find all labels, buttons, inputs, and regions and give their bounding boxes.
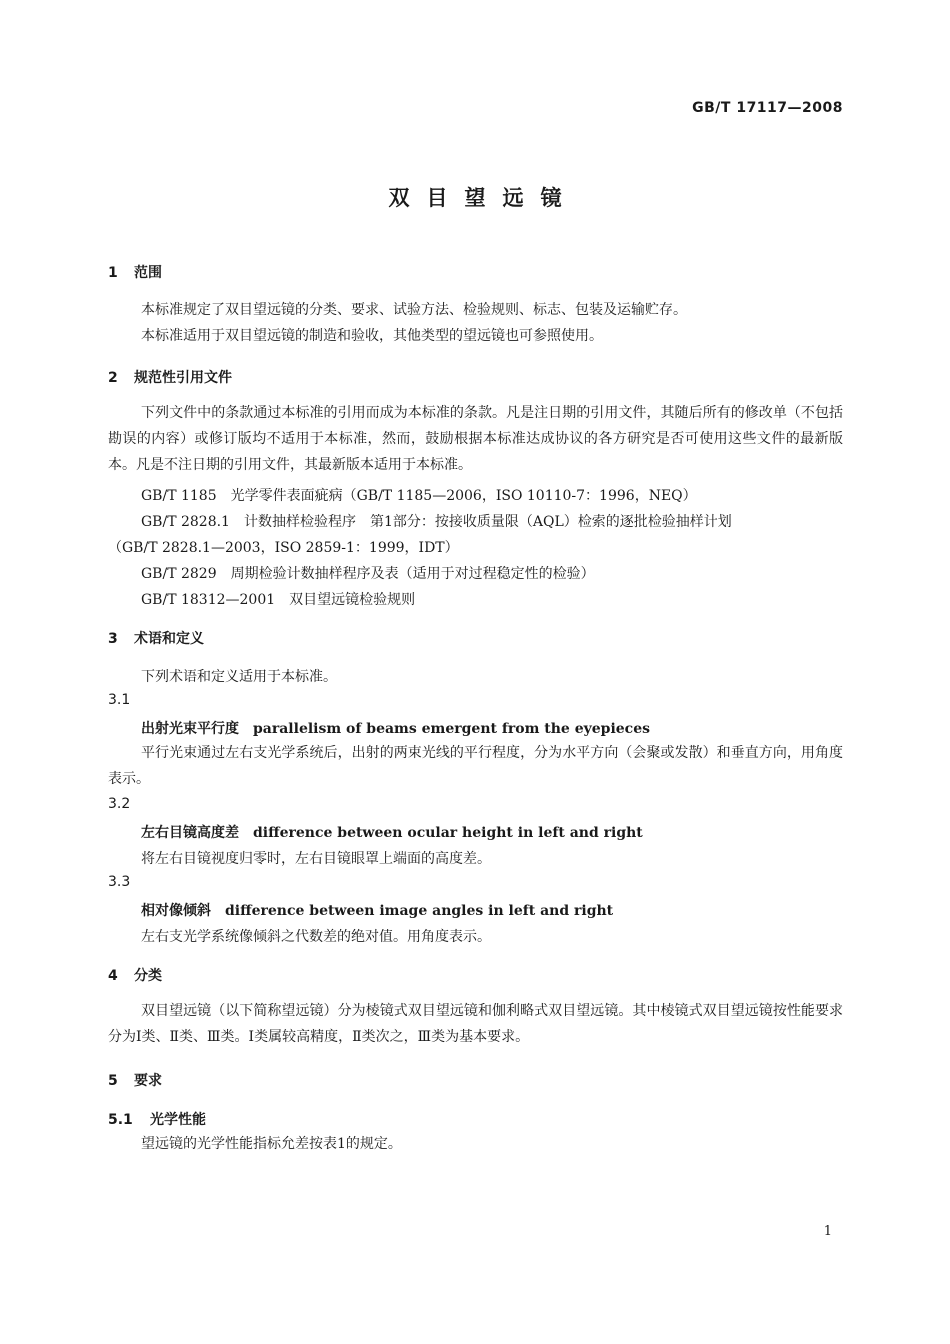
page-number: 1 [823, 1224, 832, 1239]
section-number: 2 [108, 370, 118, 386]
reference-gbt-2828-line-2: （GB/T 2828.1—2003，ISO 2859-1：1999，IDT） [108, 540, 459, 556]
section-2-heading [108, 367, 232, 387]
term-3-1-definition: 平行光束通过左右支光学系统后，出射的两束光线的平行程度，分为水平方向（会聚或发散）和垂直方向，用角度表示。 [108, 745, 843, 787]
term-3-2 [141, 822, 643, 842]
term-3-3-definition: 左右支光学系统像倾斜之代数差的绝对值。用角度表示。 [141, 929, 491, 945]
section-1-paragraph-1: 本标准规定了双目望远镜的分类、要求、试验方法、检验规则、标志、包装及运输贮存。 [141, 302, 687, 318]
subsection-title: 光学性能 [150, 1112, 206, 1128]
term-3-2-number: 3.2 [108, 796, 131, 812]
term-3-2-definition: 将左右目镜视度归零时，左右目镜眼罩上端面的高度差。 [141, 851, 491, 867]
section-number: 5 [108, 1073, 118, 1089]
term-chinese: 出射光束平行度 [141, 721, 239, 737]
reference-gbt-18312: GB/T 18312—2001 双目望远镜检验规则 [141, 592, 416, 608]
section-5-1-paragraph: 望远镜的光学性能指标允差按表1的规定。 [141, 1136, 402, 1152]
section-4-paragraph: 双目望远镜（以下简称望远镜）分为棱镜式双目望远镜和伽利略式双目望远镜。其中棱镜式双目望远镜按性能要求分为Ⅰ类、Ⅱ类、Ⅲ类。Ⅰ类属较高精度，Ⅱ类次之，Ⅲ类为基本要求。 [108, 1003, 843, 1045]
section-5-heading [108, 1070, 162, 1090]
term-chinese: 左右目镜高度差 [141, 825, 239, 841]
reference-gbt-2829: GB/T 2829 周期检验计数抽样程序及表（适用于对过程稳定性的检验） [141, 566, 595, 582]
term-chinese: 相对像倾斜 [141, 903, 211, 919]
term-3-1-number: 3.1 [108, 692, 131, 708]
reference-gbt-2828-line-1: GB/T 2828.1 计数抽样检验程序 第1部分：按接收质量限（AQL）检索的逐批检验抽样计划 [141, 514, 732, 530]
section-title: 分类 [134, 968, 162, 984]
term-3-3 [141, 900, 613, 920]
term-english: parallelism of beams emergent from the eyepieces [253, 721, 650, 737]
section-1-heading [108, 262, 162, 282]
section-number: 4 [108, 968, 118, 984]
term-english: difference between image angles in left and right [225, 903, 614, 919]
section-3-intro: 下列术语和定义适用于本标准。 [141, 669, 337, 685]
section-number: 3 [108, 631, 118, 647]
term-3-1 [141, 718, 650, 738]
standard-number: GB/T 17117—2008 [692, 100, 843, 116]
term-english: difference between ocular height in left and right [253, 825, 643, 841]
section-title: 规范性引用文件 [134, 370, 232, 386]
section-1-paragraph-2: 本标准适用于双目望远镜的制造和验收，其他类型的望远镜也可参照使用。 [141, 328, 603, 344]
section-title: 范围 [134, 265, 162, 281]
section-title: 术语和定义 [134, 631, 204, 647]
section-number: 1 [108, 265, 118, 281]
section-title: 要求 [134, 1073, 162, 1089]
section-3-heading [108, 628, 204, 648]
document-title: 双目望远镜 [388, 186, 579, 210]
section-5-1-heading [108, 1109, 206, 1129]
section-2-intro: 下列文件中的条款通过本标准的引用而成为本标准的条款。凡是注日期的引用文件，其随后所有的修改单（不包括勘误的内容）或修订版均不适用于本标准，然而，鼓励根据本标准达成协议的各方研究是否可使用这些文件的最新版本。凡是不注日期的引用文件，其最新版本适用于本标准。 [108, 405, 843, 473]
section-4-heading [108, 965, 162, 985]
term-3-3-number: 3.3 [108, 874, 131, 890]
reference-gbt-1185: GB/T 1185 光学零件表面疵病（GB/T 1185—2006，ISO 10110-7：1996，NEQ） [141, 488, 697, 504]
subsection-number: 5.1 [108, 1112, 133, 1128]
